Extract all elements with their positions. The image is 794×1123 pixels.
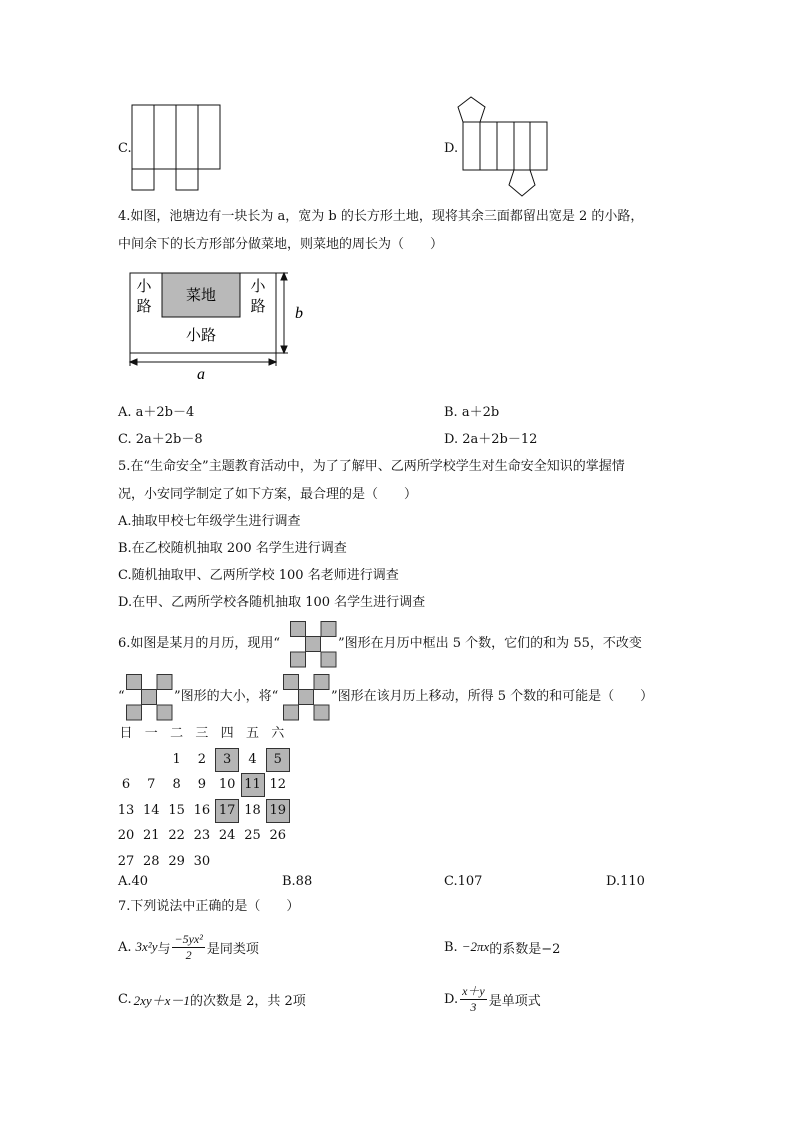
q6-option-b: B.88 bbox=[282, 874, 313, 889]
q4-path-left-2: 路 bbox=[136, 297, 152, 315]
q5-option-b: B.在乙校随机抽取 200 名学生进行调查 bbox=[118, 541, 347, 556]
q4-vegetable-label: 菜地 bbox=[185, 286, 217, 304]
q7-d-fraction bbox=[460, 984, 487, 1015]
q7-stem: 7.下列说法中正确的是（ ） bbox=[118, 899, 300, 914]
q6-cross-shape-icon-2 bbox=[126, 674, 173, 721]
calendar-day: 13 bbox=[117, 802, 135, 818]
q7-d-label: D. bbox=[444, 991, 459, 1007]
calendar-day: 1 bbox=[172, 751, 181, 767]
q5-option-d: D.在甲、乙两所学校各随机抽取 100 名学生进行调查 bbox=[118, 595, 426, 610]
calendar-day: 21 bbox=[143, 828, 160, 843]
q6-cross-shape-icon-3 bbox=[283, 674, 330, 721]
q6-line1-pre: 6.如图是某月的月历，现用“ bbox=[118, 636, 281, 651]
calendar-weekday: 三 bbox=[195, 726, 209, 741]
q7-a-expr1: 3x²y bbox=[135, 939, 158, 954]
calendar-weekday: 日 bbox=[119, 726, 133, 741]
calendar-weekday: 五 bbox=[245, 726, 259, 741]
calendar-day: 14 bbox=[143, 802, 160, 818]
calendar-day: 27 bbox=[117, 853, 135, 869]
q5-stem-line2: 况，小安同学制定了如下方案，最合理的是（ ） bbox=[118, 487, 418, 502]
q7-b-expr: −2πx bbox=[461, 939, 490, 954]
calendar-day: 15 bbox=[168, 802, 185, 818]
calendar-day: 22 bbox=[168, 828, 185, 843]
q7-d-frac-num: x＋y bbox=[462, 983, 485, 998]
q7-d-frac-den: 3 bbox=[470, 999, 477, 1014]
q6-cross-shape-icon bbox=[290, 621, 337, 668]
q4-figure bbox=[125, 268, 310, 384]
q4-path-bottom: 小路 bbox=[185, 326, 217, 344]
calendar-weekday: 四 bbox=[220, 726, 234, 741]
q4-option-d: D. 2a＋2b－12 bbox=[444, 432, 538, 447]
calendar-day: 25 bbox=[244, 828, 261, 843]
q6-option-c: C.107 bbox=[444, 874, 483, 889]
calendar-day: 29 bbox=[168, 853, 185, 869]
calendar-day: 7 bbox=[147, 777, 156, 792]
q7-option-c bbox=[118, 976, 306, 1022]
q7-b-label: B. bbox=[444, 939, 458, 955]
calendar-day-highlighted: 11 bbox=[241, 773, 265, 797]
calendar-day: 24 bbox=[218, 828, 236, 843]
q6-calendar bbox=[114, 722, 304, 872]
q5-option-a: A.抽取甲校七年级学生进行调查 bbox=[118, 514, 301, 529]
calendar-day: 10 bbox=[218, 777, 236, 792]
q4-option-c: C. 2a＋2b－8 bbox=[118, 432, 203, 447]
q7-c-expr: 2xy＋x－1 bbox=[133, 992, 190, 1008]
q6-option-d: D.110 bbox=[606, 874, 645, 889]
calendar-day: 12 bbox=[269, 777, 287, 792]
q4-stem-line2: 中间余下的长方形部分做菜地，则菜地的周长为（ ） bbox=[118, 237, 444, 252]
q7-d-tail: 是单项式 bbox=[488, 993, 541, 1009]
q7-a-label: A. bbox=[118, 939, 132, 955]
q7-option-a bbox=[118, 924, 259, 970]
q6-line2-mid: ”图形的大小，将“ bbox=[174, 689, 279, 704]
q7-b-tail: 的系数是−2 bbox=[489, 941, 561, 957]
calendar-day: 18 bbox=[244, 802, 261, 818]
calendar-day: 30 bbox=[193, 853, 211, 869]
calendar-weekday: 六 bbox=[271, 726, 285, 741]
q4-path-right-1: 小 bbox=[250, 277, 266, 295]
q6-line2-post: ”图形在该月历上移动，所得 5 个数的和可能是（ ） bbox=[331, 689, 654, 704]
calendar-day: 28 bbox=[143, 853, 160, 869]
calendar-day: 9 bbox=[197, 777, 207, 792]
q5-option-c: C.随机抽取甲、乙两所学校 100 名老师进行调查 bbox=[118, 568, 399, 583]
q4-label-a: a bbox=[197, 366, 205, 383]
calendar-day: 6 bbox=[121, 777, 131, 792]
calendar-weekday: 二 bbox=[170, 726, 184, 741]
q4-stem-line1: 4.如图，池塘边有一块长为 a，宽为 b 的长方形土地，现将其余三面都留出宽是 2 的小路， bbox=[118, 209, 644, 224]
option-d-label: D. bbox=[444, 141, 459, 156]
q4-option-a: A. a＋2b－4 bbox=[118, 405, 195, 420]
q6-line2-pre: “ bbox=[118, 689, 125, 704]
calendar-day-highlighted: 19 bbox=[266, 799, 290, 823]
q7-c-label: C. bbox=[118, 991, 132, 1007]
q7-a-mid: 与 bbox=[157, 941, 171, 957]
q6-option-a: A.40 bbox=[118, 874, 149, 889]
option-d-net-figure bbox=[456, 96, 552, 200]
q7-c-tail: 的次数是 2，共 2项 bbox=[189, 993, 306, 1009]
calendar-day: 16 bbox=[193, 802, 211, 818]
option-c-label: C. bbox=[118, 141, 132, 156]
calendar-day: 4 bbox=[248, 751, 257, 767]
q4-path-left-1: 小 bbox=[136, 277, 152, 295]
q4-path-right-2: 路 bbox=[250, 297, 266, 315]
q7-option-b bbox=[444, 924, 560, 970]
q5-stem-line1: 5.在“生命安全”主题教育活动中，为了了解甲、乙两所学校学生对生命安全知识的掌握情 bbox=[118, 459, 625, 474]
calendar-day-highlighted: 5 bbox=[266, 748, 290, 772]
q4-label-b: b bbox=[295, 305, 303, 322]
calendar-day: 23 bbox=[193, 828, 211, 843]
calendar-day-highlighted: 17 bbox=[215, 799, 239, 823]
calendar-day: 2 bbox=[197, 751, 207, 767]
q4-option-b: B. a＋2b bbox=[444, 405, 500, 420]
calendar-day: 20 bbox=[117, 828, 135, 843]
q7-option-d bbox=[444, 976, 541, 1022]
calendar-day-highlighted: 3 bbox=[215, 748, 239, 772]
q7-a-frac-den: 2 bbox=[185, 947, 192, 962]
calendar-day: 8 bbox=[172, 777, 181, 792]
q7-a-tail: 是同类项 bbox=[206, 941, 259, 957]
q6-line1-post: ”图形在月历中框出 5 个数，它们的和为 55，不改变 bbox=[338, 636, 642, 651]
calendar-weekday: 一 bbox=[144, 726, 158, 741]
calendar-day: 26 bbox=[269, 828, 287, 843]
q7-a-frac-num: −5yx² bbox=[174, 931, 203, 946]
option-c-net-figure bbox=[131, 104, 223, 192]
q7-a-fraction bbox=[172, 932, 204, 963]
